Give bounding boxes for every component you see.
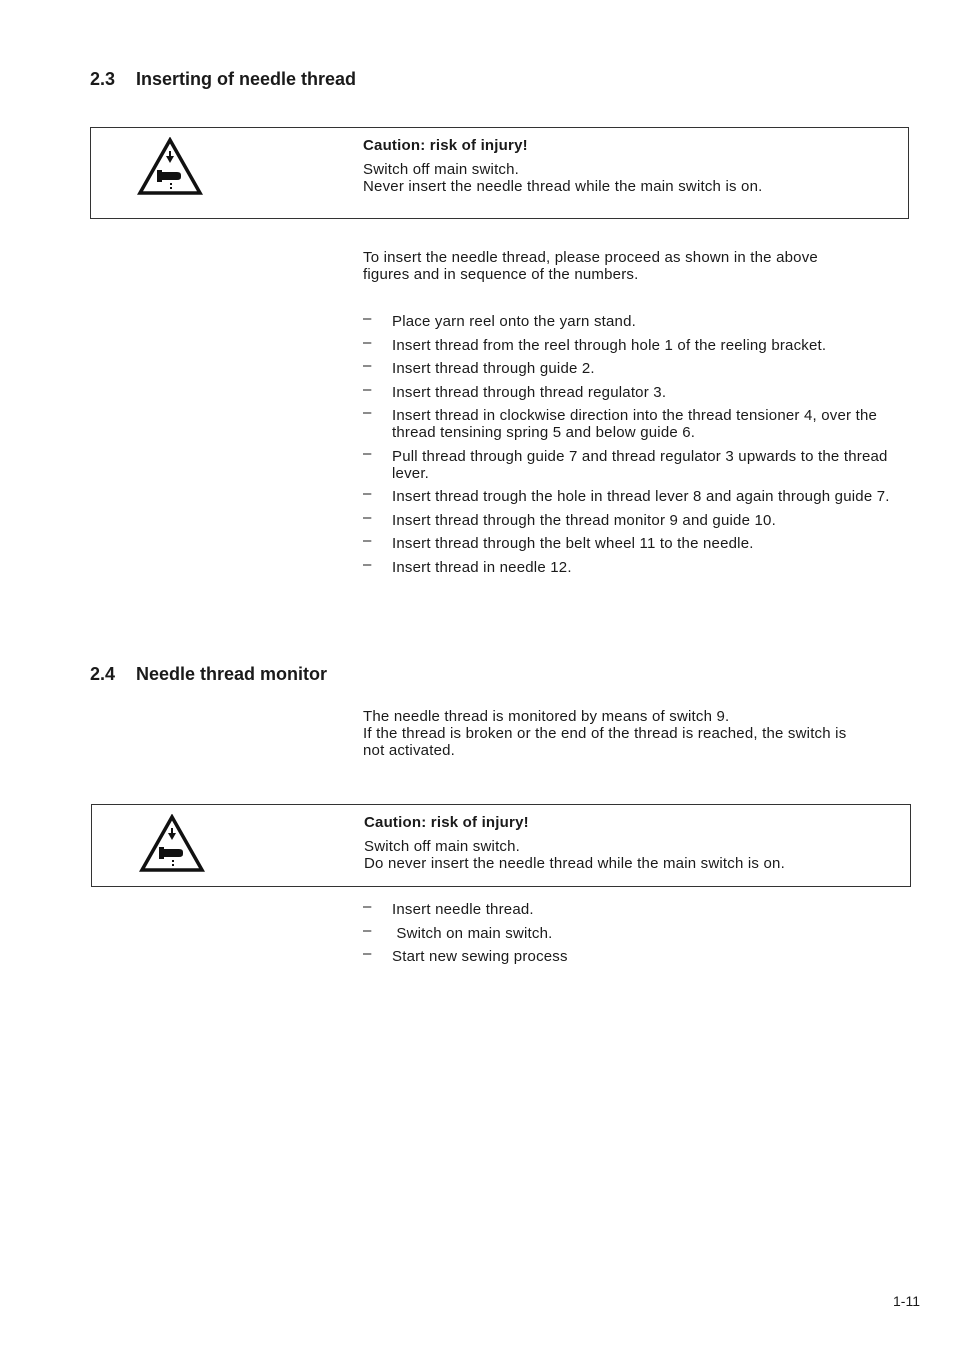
dash-bullet: – bbox=[363, 532, 372, 549]
list-item bbox=[363, 555, 918, 576]
dash-bullet: – bbox=[363, 555, 372, 573]
dash-bullet: – bbox=[363, 357, 372, 374]
list-item bbox=[363, 485, 918, 505]
step-text: Insert thread from the reel through hole 1 of the reeling bracket. bbox=[392, 336, 827, 354]
caution-box bbox=[90, 127, 909, 219]
step-text: Insert thread in clockwise direction into the thread tensioner 4, over the thread tensining spring 5 and below guide 6. bbox=[392, 407, 878, 441]
section-title: Inserting of needle thread bbox=[136, 69, 357, 89]
step-text: Start new sewing process bbox=[392, 948, 568, 965]
caution-title: Caution: risk of injury! bbox=[364, 814, 529, 831]
dash-bullet: – bbox=[363, 945, 372, 962]
step-text: Switch on main switch. bbox=[392, 924, 553, 942]
caution-line: Never insert the needle thread while the main switch is on. bbox=[363, 178, 763, 195]
step-text: Place yarn reel onto the yarn stand. bbox=[392, 313, 637, 330]
dash-bullet: – bbox=[363, 310, 372, 327]
step-text: Insert thread through the belt wheel 11 to the needle. bbox=[392, 535, 754, 552]
paragraph-line: figures and in sequence of the numbers. bbox=[363, 266, 639, 283]
step-text: Insert thread through the thread monitor 9 and guide 10. bbox=[392, 511, 776, 529]
step-text: Insert thread trough the hole in thread lever 8 and again through guide 7. bbox=[392, 488, 890, 505]
intro-paragraph bbox=[363, 249, 913, 283]
section-title: Needle thread monitor bbox=[136, 664, 328, 684]
section-number: 2.3 bbox=[90, 69, 116, 89]
section-number: 2.4 bbox=[90, 664, 116, 684]
step-text: Insert thread in needle 12. bbox=[392, 558, 572, 576]
paragraph-line: To insert the needle thread, please proceed as shown in the above bbox=[363, 249, 818, 266]
threading-steps-list bbox=[363, 310, 918, 582]
list-item bbox=[363, 921, 918, 942]
dash-bullet: – bbox=[363, 404, 372, 421]
list-item bbox=[363, 310, 918, 330]
dash-bullet: – bbox=[363, 485, 372, 502]
caution-text bbox=[363, 137, 763, 195]
paragraph-line: If the thread is broken or the end of the thread is reached, the switch is bbox=[363, 725, 847, 742]
hand-crush-warning-icon bbox=[137, 137, 203, 196]
monitor-paragraph bbox=[363, 708, 913, 759]
dash-bullet: – bbox=[363, 333, 372, 351]
list-item bbox=[363, 357, 918, 377]
section-2-4-heading bbox=[90, 663, 327, 685]
caution-line: Switch off main switch. bbox=[363, 161, 520, 178]
paragraph-line: not activated. bbox=[363, 742, 456, 759]
step-text: Insert needle thread. bbox=[392, 901, 534, 918]
list-item bbox=[363, 532, 918, 552]
caution-title: Caution: risk of injury! bbox=[363, 137, 528, 154]
dash-bullet: – bbox=[363, 921, 372, 939]
list-item bbox=[363, 404, 918, 441]
list-item bbox=[363, 508, 918, 529]
list-item bbox=[363, 444, 918, 482]
caution-text bbox=[364, 814, 785, 872]
caution-line: Do never insert the needle thread while the main switch is on. bbox=[364, 855, 785, 872]
page-number: 1-11 bbox=[893, 1293, 920, 1309]
dash-bullet: – bbox=[363, 508, 372, 526]
section-2-3-heading bbox=[90, 68, 356, 90]
paragraph-line: The needle thread is monitored by means of switch 9. bbox=[363, 708, 730, 725]
dash-bullet: – bbox=[363, 898, 372, 915]
list-item bbox=[363, 945, 918, 965]
step-text: Insert thread through guide 2. bbox=[392, 360, 595, 377]
step-text: Insert thread through thread regulator 3. bbox=[392, 383, 667, 401]
step-text: Pull thread through guide 7 and thread regulator 3 upwards to the thread lever. bbox=[392, 447, 888, 482]
caution-line: Switch off main switch. bbox=[364, 838, 521, 855]
dash-bullet: – bbox=[363, 444, 372, 462]
list-item bbox=[363, 333, 918, 354]
caution-box bbox=[91, 804, 911, 887]
hand-crush-warning-icon bbox=[139, 814, 205, 873]
monitor-steps-list bbox=[363, 898, 918, 972]
list-item bbox=[363, 380, 918, 401]
dash-bullet: – bbox=[363, 380, 372, 398]
list-item bbox=[363, 898, 918, 918]
